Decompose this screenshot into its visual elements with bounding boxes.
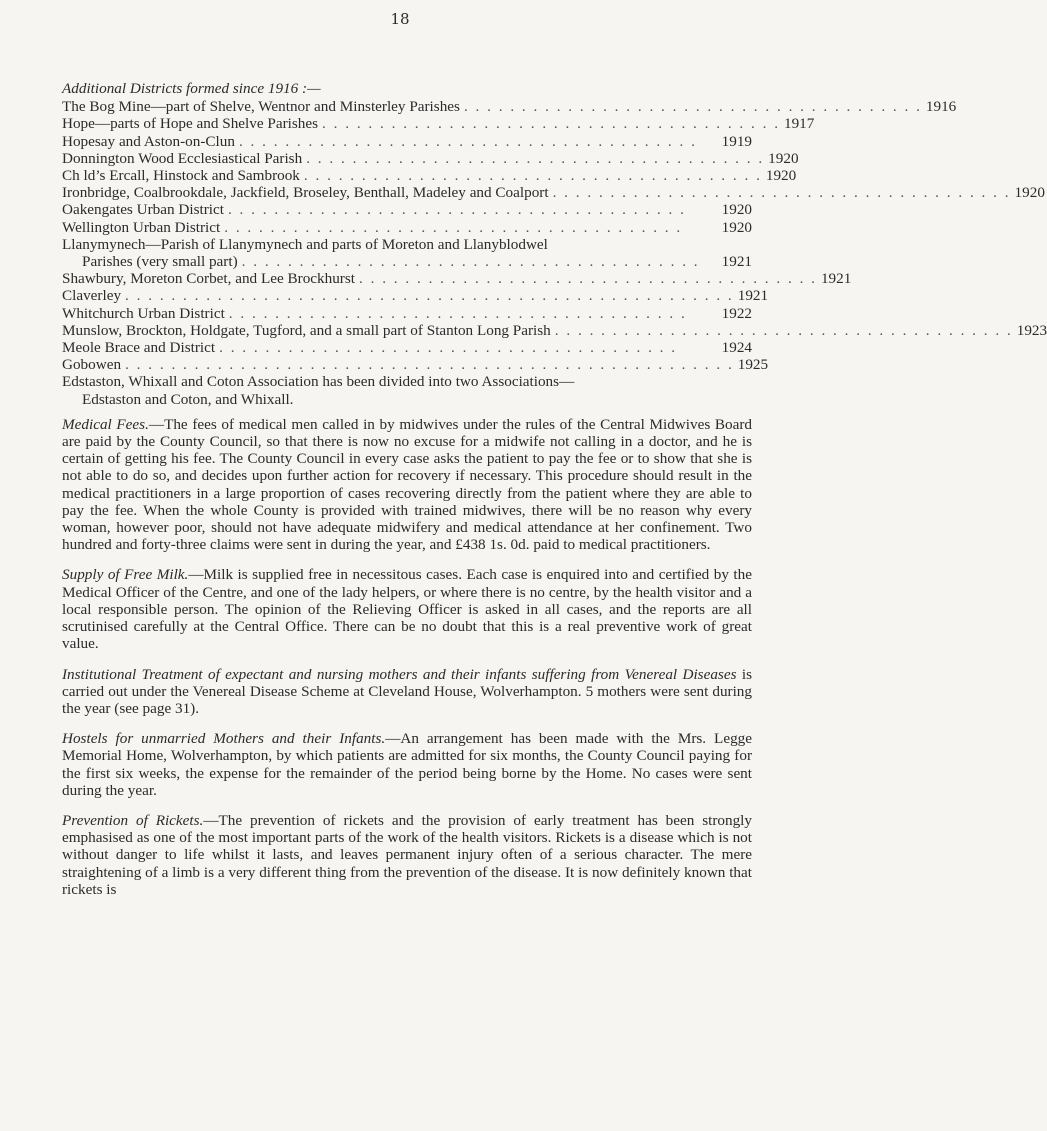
rickets-paragraph — [62, 812, 752, 898]
districts-heading: Additional Districts formed since 1916 :— — [62, 80, 321, 97]
page-content — [62, 80, 1047, 911]
district-row: Shawbury, Moreton Corbet, and Lee Brockhurst . . . . . . . . . . . . . . . . . . . . . . . . . . . . . . . . . . . . . . . . 1921 — [62, 270, 852, 288]
district-row: Ch ld’s Ercall, Hinstock and Sambrook . . . . . . . . . . . . . . . . . . . . . . . . . . . . . . . . . . . . . . . . 1920 — [62, 167, 797, 185]
medical-fees-title: Medical Fees. — [62, 415, 149, 433]
district-row: Meole Brace and District . . . . . . . . . . . . . . . . . . . . . . . . . . . . . . . . . . . . . . . . 1924 — [62, 339, 752, 357]
page-number: 18 — [390, 10, 410, 28]
district-row-llanymynech: Llanymynech—Parish of Llanymynech and parts of Moreton and Llanyblodwel Parishes (very small part) . . . . . . . . . . . . . . . . . . . . . . . . . . . . . . . . . . . . . . . . 1921 — [62, 235, 752, 271]
hostels-paragraph — [62, 730, 752, 799]
rickets-title: Prevention of Rickets. — [62, 811, 204, 829]
edstaston-note — [62, 373, 752, 407]
institutional-paragraph — [62, 666, 752, 718]
district-row: Hope—parts of Hope and Shelve Parishes . . . . . . . . . . . . . . . . . . . . . . . . . . . . . . . . . . . . . . . . 1917 — [62, 115, 815, 133]
free-milk-paragraph — [62, 566, 752, 652]
free-milk-title: Supply of Free Milk. — [62, 566, 189, 584]
hostels-body: —An arrangement has been made with the Mrs. Legge Memorial Home, Wolverhampton, by which patients are admitted for six months, the County Council paying for the first six weeks, the expense for the remainder of the period being borne by the Home. No cases were sent during the year. — [62, 730, 753, 799]
district-row: Oakengates Urban District . . . . . . . . . . . . . . . . . . . . . . . . . . . . . . . . . . . . . . . . 1920 — [62, 201, 752, 219]
rickets-body: —The prevention of rickets and the provision of early treatment has been strongly emphasised as one of the most important parts of the work of the health visitors. Rickets is a disease which is not without danger to life whilst it lasts, and leaves permanent injury often of a serious character. The mere straightening of a limb is a very different thing from the prevention of the disease. It is now definitely known that rickets is — [62, 811, 752, 898]
district-row: Ironbridge, Coalbrookdale, Jackfield, Broseley, Benthall, Madeley and Coalport . . . . . . . . . . . . . . . . . . . . . . . . . . . . . . . . . . . . . . . . 1920 — [62, 184, 1045, 202]
llanymynech-year: 1921 — [721, 253, 752, 271]
institutional-body: is carried out under the Venereal Disease Scheme at Cleveland House, Wolverhampton. 5 mothers were sent during the year (see page 31). — [62, 665, 752, 717]
hostels-title: Hostels for unmarried Mothers and their Infants. — [62, 730, 386, 748]
district-row: Gobowen . . . . . . . . . . . . . . . . . . . . . . . . . . . . . . . . . . . . . . . . . . . . . . . . . . . . . 1925 — [62, 356, 769, 374]
district-row: Whitchurch Urban District . . . . . . . . . . . . . . . . . . . . . . . . . . . . . . . . . . . . . . . . 1922 — [62, 304, 752, 322]
district-row: Wellington Urban District . . . . . . . . . . . . . . . . . . . . . . . . . . . . . . . . . . . . . . . . 1920 — [62, 218, 752, 236]
institutional-title: Institutional Treatment of expectant and nursing mothers and their infants suffering from Venereal Diseases — [62, 665, 737, 683]
free-milk-body: —Milk is supplied free in necessitous cases. Each case is enquired into and certified by the Medical Officer of the Centre, and one of the lady helpers, or where there is no centre, by the health visitor and a local responsible person. The opinion of the Relieving Officer is asked in all cases, and the reports are all scrutinised carefully at the Central Office. There can be no doubt that this is a real preventive work of great value. — [62, 566, 752, 653]
district-row: Donnington Wood Ecclesiastical Parish . . . . . . . . . . . . . . . . . . . . . . . . . . . . . . . . . . . . . . . . 1920 — [62, 149, 799, 167]
edstaston-line-2: Edstaston and Coton, and Whixall. — [82, 390, 294, 408]
medical-fees-body: —The fees of medical men called in by midwives under the rules of the Central Midwives Board are paid by the County Council, so that there is now no excuse for a midwife not calling in a doctor, and he is certain of getting his fee. The County Council in every case asks the patient to pay the fee or to show that she is not able to do so, and decides upon further action for recovery if necessary. This procedure should result in the medical practitioners in a large proportion of cases recovering directly from the patient where they are able to pay the fee. When the whole County is provided with trained midwives, there will be no reason why every woman, however poor, should not have adequate midwifery and medical attendance at her confinement. Two hundred and forty-three claims were sent in during the year, and £438 1s. 0d. paid to medical practitioners. — [62, 415, 752, 554]
district-row: Munslow, Brockton, Holdgate, Tugford, and a small part of Stanton Long Parish . . . . . . . . . . . . . . . . . . . . . . . . . . . . . . . . . . . . . . . . 1923 — [62, 321, 1047, 339]
district-row: Claverley . . . . . . . . . . . . . . . . . . . . . . . . . . . . . . . . . . . . . . . . . . . . . . . . . . . . . 1921 — [62, 287, 769, 305]
district-row: Hopesay and Aston-on-Clun . . . . . . . . . . . . . . . . . . . . . . . . . . . . . . . . . . . . . . . . 1919 — [62, 132, 752, 150]
medical-fees-paragraph — [62, 416, 752, 554]
district-row: The Bog Mine—part of Shelve, Wentnor and Minsterley Parishes . . . . . . . . . . . . . . . . . . . . . . . . . . . . . . . . . . . . . . . . 1916 — [62, 98, 957, 116]
edstaston-line-1: Edstaston, Whixall and Coton Association has been divided into two Associations— — [62, 373, 575, 391]
llanymynech-line-1: Llanymynech—Parish of Llanymynech and parts of Moreton and Llanyblodwel — [62, 235, 548, 253]
districts-list — [62, 98, 1047, 408]
llanymynech-line-2: Parishes (very small part) — [82, 253, 238, 271]
